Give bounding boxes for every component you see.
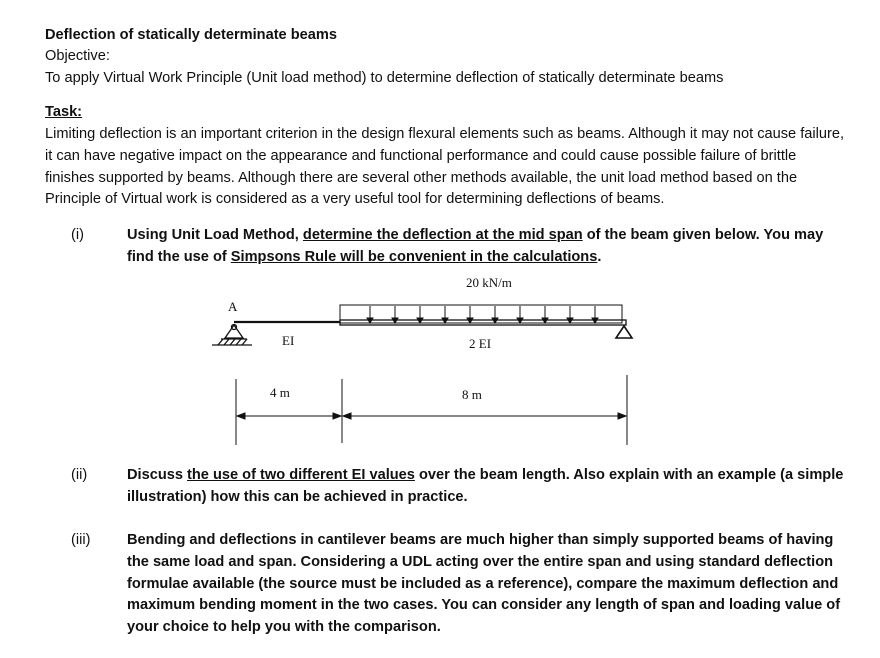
item-ii-number: (ii)	[71, 467, 88, 483]
item-i-text	[127, 225, 847, 269]
item-i-underline1: determine the deflection at the mid span	[302, 227, 583, 243]
ei-right-label: 2 EI	[469, 336, 492, 351]
objective-text: To apply Virtual Work Principle (Unit load method) to determine deflection of statically determinate beams	[45, 70, 724, 86]
item-iii-text: Bending and deflections in cantilever beams are much higher than simply supported beams of having the same load and span. Considering a UDL acting over the entire span and using standard deflection formulae available (the source must be included as a reference), compare the maximum deflection and maximum bending moment in the two cases. You can consider any length of span and loading value of your choice to help you with the comparison.	[127, 532, 841, 636]
item-iii-number: (iii)	[71, 532, 91, 548]
dim-left-label: 4 m	[270, 385, 290, 400]
ei-left-label: EI	[282, 333, 295, 348]
item-i-underline2: Simpsons Rule will be convenient in the calculations	[230, 248, 598, 265]
task-intro: Limiting deflection is an important criterion in the design flexural elements such as beams. Although it may not cause failure, it can have negative impact on the appearance and functional performance and could cause possible failure of brittle finishes supported by beams. Although there are several other methods available, the unit load method based on the Principle of Virtual work is considered as a very useful tool for determining deflections of beams.	[45, 126, 845, 208]
item-ii-underline1: the use of two different EI values	[187, 467, 415, 483]
item-i-part2: of the beam given below. You may find the use of	[127, 227, 824, 265]
objective-label: Objective:	[45, 48, 110, 64]
item-i-part3: .	[597, 248, 602, 265]
item-ii-text	[127, 465, 847, 509]
load-label: 20 kN/m	[466, 275, 512, 290]
item-i-number: (i)	[71, 227, 84, 243]
beam-diagram	[0, 265, 880, 465]
pin-support-icon	[212, 325, 252, 346]
dim-right-label: 8 m	[462, 387, 482, 402]
roller-support-icon	[616, 326, 632, 338]
item-ii-part2: over the beam length. Also explain with an example (a simple illustration) how this can be achieved in practice.	[127, 467, 844, 505]
support-a-label: A	[228, 299, 238, 314]
item-ii-part1: Discuss	[127, 467, 188, 483]
item-i-part1: Using Unit Load Method,	[127, 227, 303, 243]
task-label: Task:	[45, 104, 83, 120]
dimension-lines	[236, 375, 627, 445]
page-title: Deflection of statically determinate beams	[45, 27, 337, 43]
